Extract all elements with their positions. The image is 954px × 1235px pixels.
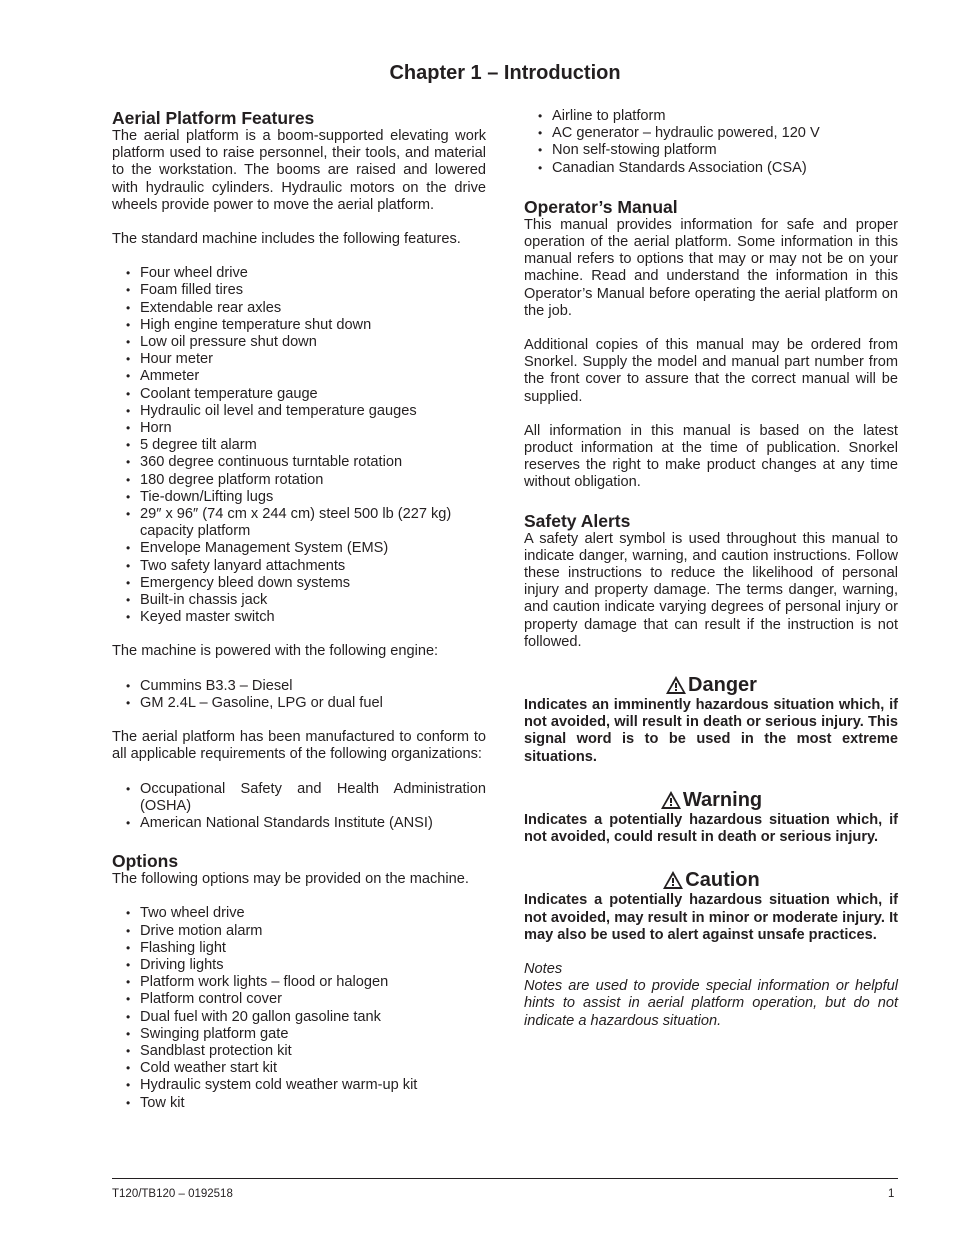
list-item: • GM 2.4L – Gasoline, LPG or dual fuel [112,695,486,712]
list-item: • Tie-down/Lifting lugs [112,489,486,506]
standard-intro: The standard machine includes the following features. [112,231,461,248]
footer-divider [112,1178,898,1179]
list-item: • Driving lights [112,957,486,974]
left-column [112,108,486,1112]
list-item: • Hydraulic oil level and temperature gauges [112,403,486,420]
list-item: • Flashing light [112,940,486,957]
list-item: • Drive motion alarm [112,923,486,940]
list-item: • Four wheel drive [112,265,486,282]
list-item: • Airline to platform [524,108,898,125]
list-item: • Foam filled tires [112,282,486,299]
list-item: • Keyed master switch [112,609,486,626]
list-item: • Platform control cover [112,991,486,1008]
engine-list [112,678,486,712]
warning-heading [524,788,898,812]
danger-label: Danger [688,674,757,697]
list-item: • 360 degree continuous turntable rotation [112,454,486,471]
footer-page-number: 1 [888,1188,895,1200]
list-item: • Dual fuel with 20 gallon gasoline tank [112,1009,486,1026]
features-heading: Aerial Platform Features [112,108,315,128]
standard-features-list [112,265,486,626]
list-item: • Hydraulic system cold weather warm-up kit [112,1077,486,1094]
list-item: • Emergency bleed down systems [112,575,486,592]
warning-label: Warning [682,788,763,811]
safety-alert-triangle-icon [662,870,684,890]
page-title: Chapter 1 – Introduction [389,62,621,84]
list-item: • Canadian Standards Association (CSA) [524,160,898,177]
list-item: • 29″ x 96″ (74 cm x 244 cm) steel 500 lb (227 kg) capacity platform [112,506,486,540]
danger-text: Indicates an imminently hazardous situation which, if not avoided, will result in death or serious injury. This signal word is to be used in the most extreme situations. [524,697,898,765]
features-intro: The aerial platform is a boom-supported elevating work platform used to raise personnel, their tools, and material to the workstation. The booms are raised and lowered with hydraulic cylinders. Hydraulic motors on the drive wheels provide power to move the aerial platform. [112,128,486,213]
list-item: • Hour meter [112,351,486,368]
options-continued-list [524,108,898,177]
footer-doc-id: T120/TB120 – 0192518 [112,1188,233,1200]
list-item: • American National Standards Institute (ANSI) [112,815,486,832]
safety-alert-triangle-icon [660,790,682,810]
list-item: • Envelope Management System (EMS) [112,540,486,557]
list-item: • Cummins B3.3 – Diesel [112,678,486,695]
orgs-list [112,781,486,833]
list-item: • Built-in chassis jack [112,592,486,609]
engine-intro: The machine is powered with the following engine: [112,643,439,660]
list-item: • Tow kit [112,1095,486,1112]
list-item: • Two safety lanyard attachments [112,558,486,575]
orgs-intro: The aerial platform has been manufactured to conform to all applicable requirements of the following organizations: [112,729,486,763]
list-item: • 180 degree platform rotation [112,472,486,489]
alerts-heading: Safety Alerts [524,510,631,531]
manual-paragraph-2: Additional copies of this manual may be ordered from Snorkel. Supply the model and manual part number from the front cover to assure that the correct manual will be supplied. [524,337,898,405]
danger-heading [524,673,898,697]
caution-label: Caution [685,869,760,892]
caution-text: Indicates a potentially hazardous situation which, if not avoided, may result in minor or moderate injury. It may also be used to alert against unsafe practices. [524,892,898,943]
list-item: • Low oil pressure shut down [112,334,486,351]
list-item: • Occupational Safety and Health Administration (OSHA) [112,781,486,815]
list-item: • Sandblast protection kit [112,1043,486,1060]
options-list [112,905,486,1111]
list-item: • 5 degree tilt alarm [112,437,486,454]
safety-alert-triangle-icon [665,675,687,695]
manual-paragraph-3: All information in this manual is based on the latest product information at the time of publication. Snorkel reserves the right to make product changes at any time without obligation. [524,422,898,491]
list-item: • AC generator – hydraulic powered, 120 V [524,125,898,142]
list-item: • Ammeter [112,368,486,385]
manual-heading: Operator’s Manual [524,196,678,217]
list-item: • Two wheel drive [112,905,486,922]
list-item: • Cold weather start kit [112,1060,486,1077]
list-item: • Horn [112,420,486,437]
notes-label: Notes [524,960,563,977]
list-item: • Swinging platform gate [112,1026,486,1043]
list-item: • Coolant temperature gauge [112,386,486,403]
caution-heading [524,868,898,892]
right-column [524,108,898,1030]
list-item: • Extendable rear axles [112,300,486,317]
manual-paragraph-1: This manual provides information for safe and proper operation of the aerial platform. Some information in this manual refers to options that may or may not be on your machine. Read and understand the information in this Operator’s Manual before operating the aerial platform on the job. [524,216,898,319]
alerts-paragraph: A safety alert symbol is used throughout this manual to indicate danger, warning, and caution instructions. Follow these instructions to reduce the likelihood of personal injury and property damage. The terms danger, warning, and caution indicate varying degrees of personal injury or property damage that can result if the instruction is not followed. [524,530,898,650]
list-item: • Non self-stowing platform [524,142,898,159]
list-item: • High engine temperature shut down [112,317,486,334]
notes-text: Notes are used to provide special information or helpful hints to assist in aerial platform operation, but do not indicate a hazardous situation. [524,978,898,1029]
options-intro: The following options may be provided on the machine. [112,871,469,888]
warning-text: Indicates a potentially hazardous situation which, if not avoided, could result in death or serious injury. [524,811,898,846]
options-heading: Options [112,851,179,872]
list-item: • Platform work lights – flood or halogen [112,974,486,991]
